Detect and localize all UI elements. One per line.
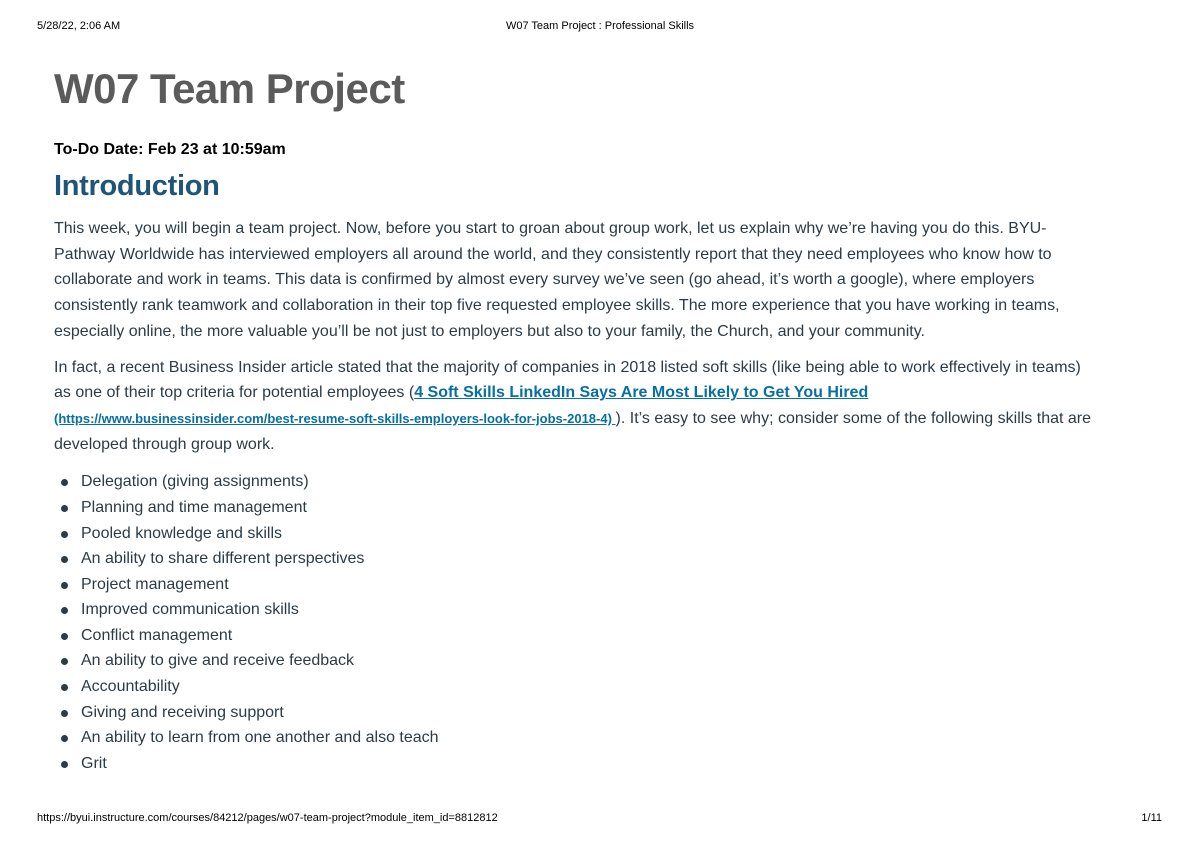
bullet-icon bbox=[61, 633, 68, 640]
page-content bbox=[54, 62, 1094, 806]
print-url: https://byui.instructure.com/courses/84212/pages/w07-team-project?module_item_id=8812812 bbox=[37, 812, 498, 824]
skill-list-item bbox=[54, 469, 1094, 495]
skill-list-item bbox=[54, 572, 1094, 598]
paragraph-text-end: ). It’s easy to see why; consider some of the following skills that are developed through group work. bbox=[54, 409, 1092, 453]
skill-text: Accountability bbox=[81, 678, 180, 696]
skills-list bbox=[54, 469, 1094, 776]
paragraph-text-start: In fact, a recent Business Insider article stated that the majority of companies in 2018 listed soft skills (like being able to work effectively in teams) as one of their top criteria for potential employees ( bbox=[54, 358, 1081, 402]
article-link-url: (https://www.businessinsider.com/best-resume-soft-skills-employers-look-for-jobs-2018-4) bbox=[54, 410, 616, 426]
bullet-icon bbox=[61, 531, 68, 538]
article-link-text: 4 Soft Skills LinkedIn Says Are Most Likely to Get You Hired bbox=[414, 384, 869, 402]
skill-list-item bbox=[54, 495, 1094, 521]
skill-text: Giving and receiving support bbox=[81, 703, 284, 721]
bullet-icon bbox=[61, 658, 68, 665]
skill-list-item bbox=[54, 521, 1094, 547]
section-heading-introduction: Introduction bbox=[54, 170, 220, 202]
skill-list-item bbox=[54, 648, 1094, 674]
skill-text: Grit bbox=[81, 754, 107, 772]
bullet-icon bbox=[61, 607, 68, 614]
skill-list-item bbox=[54, 623, 1094, 649]
todo-date: To-Do Date: Feb 23 at 10:59am bbox=[54, 141, 286, 158]
skill-text: An ability to learn from one another and also teach bbox=[81, 729, 439, 747]
print-footer bbox=[0, 812, 1200, 826]
skill-text: Conflict management bbox=[81, 626, 233, 644]
skill-text: Improved communication skills bbox=[81, 601, 299, 619]
skill-list-item bbox=[54, 751, 1094, 777]
bullet-icon bbox=[61, 710, 68, 717]
bullet-icon bbox=[61, 505, 68, 512]
bullet-icon bbox=[61, 556, 68, 563]
skill-list-item bbox=[54, 725, 1094, 751]
skill-text: Project management bbox=[81, 575, 229, 593]
print-header bbox=[0, 20, 1200, 34]
bullet-icon bbox=[61, 479, 68, 486]
page-number: 1/11 bbox=[1141, 812, 1162, 824]
skill-text: An ability to share different perspectives bbox=[81, 550, 365, 568]
bullet-icon bbox=[61, 761, 68, 768]
intro-paragraph: This week, you will begin a team project. Now, before you start to groan about group work, let us explain why we’re having you do this. BYU-Pathway Worldwide has interviewed employers all around the world, and they consistently report that they need employees who know how to collaborate and work in teams. This data is confirmed by almost every survey we’ve seen (go ahead, it’s worth a google), where employers consistently rank teamwork and collaboration in their top five requested employee skills. The more experience that you have working in teams, especially online, the more valuable you’ll be not just to employers but also to your family, the Church, and your community. bbox=[54, 220, 1060, 340]
skill-list-item bbox=[54, 597, 1094, 623]
skill-text: An ability to give and receive feedback bbox=[81, 652, 355, 670]
skill-text: Planning and time management bbox=[81, 498, 307, 516]
page-title: W07 Team Project bbox=[54, 65, 405, 112]
skill-list-item bbox=[54, 674, 1094, 700]
bullet-icon bbox=[61, 684, 68, 691]
skill-list-item bbox=[54, 700, 1094, 726]
print-title: W07 Team Project : Professional Skills bbox=[505, 20, 695, 32]
bullet-icon bbox=[61, 582, 68, 589]
bullet-icon bbox=[61, 735, 68, 742]
skill-text: Pooled knowledge and skills bbox=[81, 524, 283, 542]
print-date: 5/28/22, 2:06 AM bbox=[37, 20, 121, 32]
skill-text: Delegation (giving assignments) bbox=[81, 473, 309, 491]
skill-list-item bbox=[54, 546, 1094, 572]
business-insider-paragraph bbox=[54, 355, 1094, 458]
